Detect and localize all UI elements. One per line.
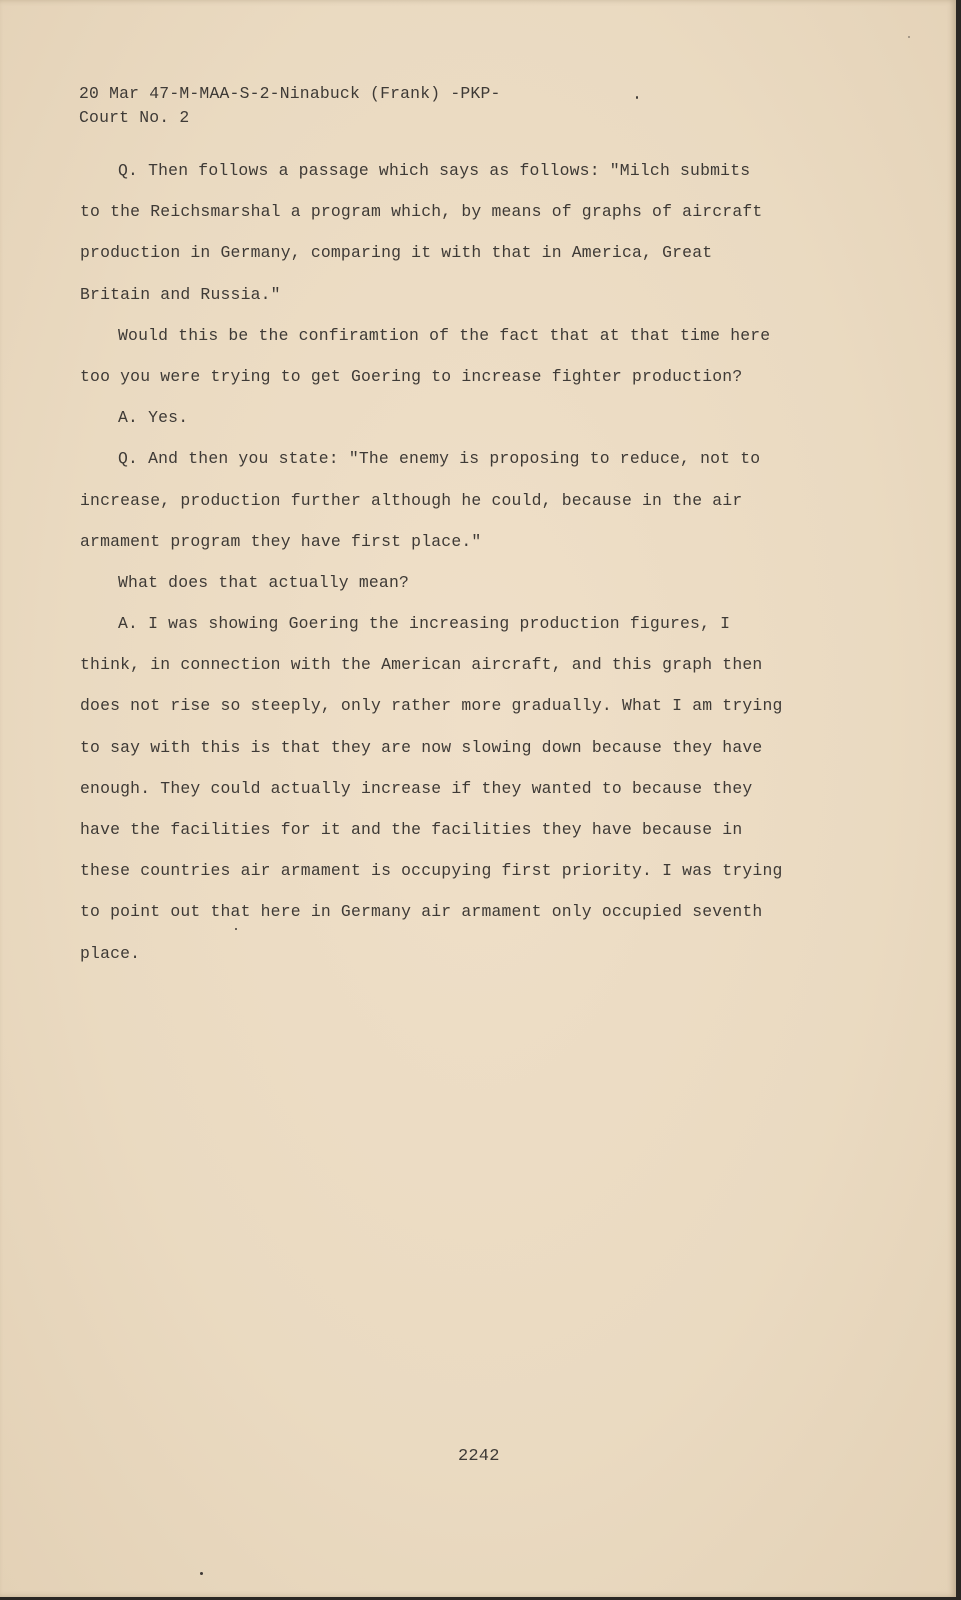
- transcript-line: Q. And then you state: "The enemy is proposing to reduce, not to: [118, 449, 761, 469]
- transcript-line: to point out that here in Germany air armament only occupied seventh: [80, 902, 763, 922]
- paper-speck: [636, 96, 638, 99]
- transcript-line: to say with this is that they are now slowing down because they have: [80, 737, 763, 757]
- transcript-line: these countries air armament is occupying first priority. I was trying: [80, 861, 783, 881]
- transcript-line: Britain and Russia.": [80, 284, 281, 304]
- transcript-body: [80, 150, 840, 974]
- transcript-line: A. Yes.: [118, 408, 189, 428]
- transcript-line: have the facilities for it and the facilities they have because in: [80, 820, 743, 839]
- transcript-line: too you were trying to get Goering to increase fighter production?: [80, 366, 743, 386]
- header-reference: 20 Mar 47-M-MAA-S-2-Ninabuck (Frank) -PKP-: [79, 84, 501, 103]
- page-number: 2242: [458, 1447, 500, 1466]
- paper-speck: [200, 1572, 203, 1575]
- document-header: [79, 82, 501, 130]
- paper-speck: [908, 36, 910, 38]
- transcript-line: enough. They could actually increase if they wanted to because they: [80, 778, 753, 798]
- page-edge: [956, 0, 961, 1600]
- transcript-line: increase, production further although he could, because in the air: [80, 490, 743, 510]
- transcript-line: think, in connection with the American aircraft, and this graph then: [80, 655, 763, 675]
- header-court: Court No. 2: [79, 108, 190, 127]
- transcript-line: production in Germany, comparing it with that in America, Great: [80, 243, 713, 263]
- transcript-line: armament program they have first place.": [80, 531, 482, 551]
- transcript-line: What does that actually mean?: [118, 572, 410, 592]
- transcript-line: Q. Then follows a passage which says as follows: "Milch submits: [118, 161, 751, 180]
- transcript-line: A. I was showing Goering the increasing production figures, I: [118, 614, 731, 634]
- transcript-line: Would this be the confiramtion of the fact that at that time here: [118, 325, 771, 345]
- transcript-line: does not rise so steeply, only rather more gradually. What I am trying: [80, 696, 783, 716]
- transcript-line: place.: [80, 943, 141, 963]
- transcript-line: to the Reichsmarshal a program which, by means of graphs of aircraft: [80, 202, 763, 222]
- paper-speck: [235, 928, 237, 930]
